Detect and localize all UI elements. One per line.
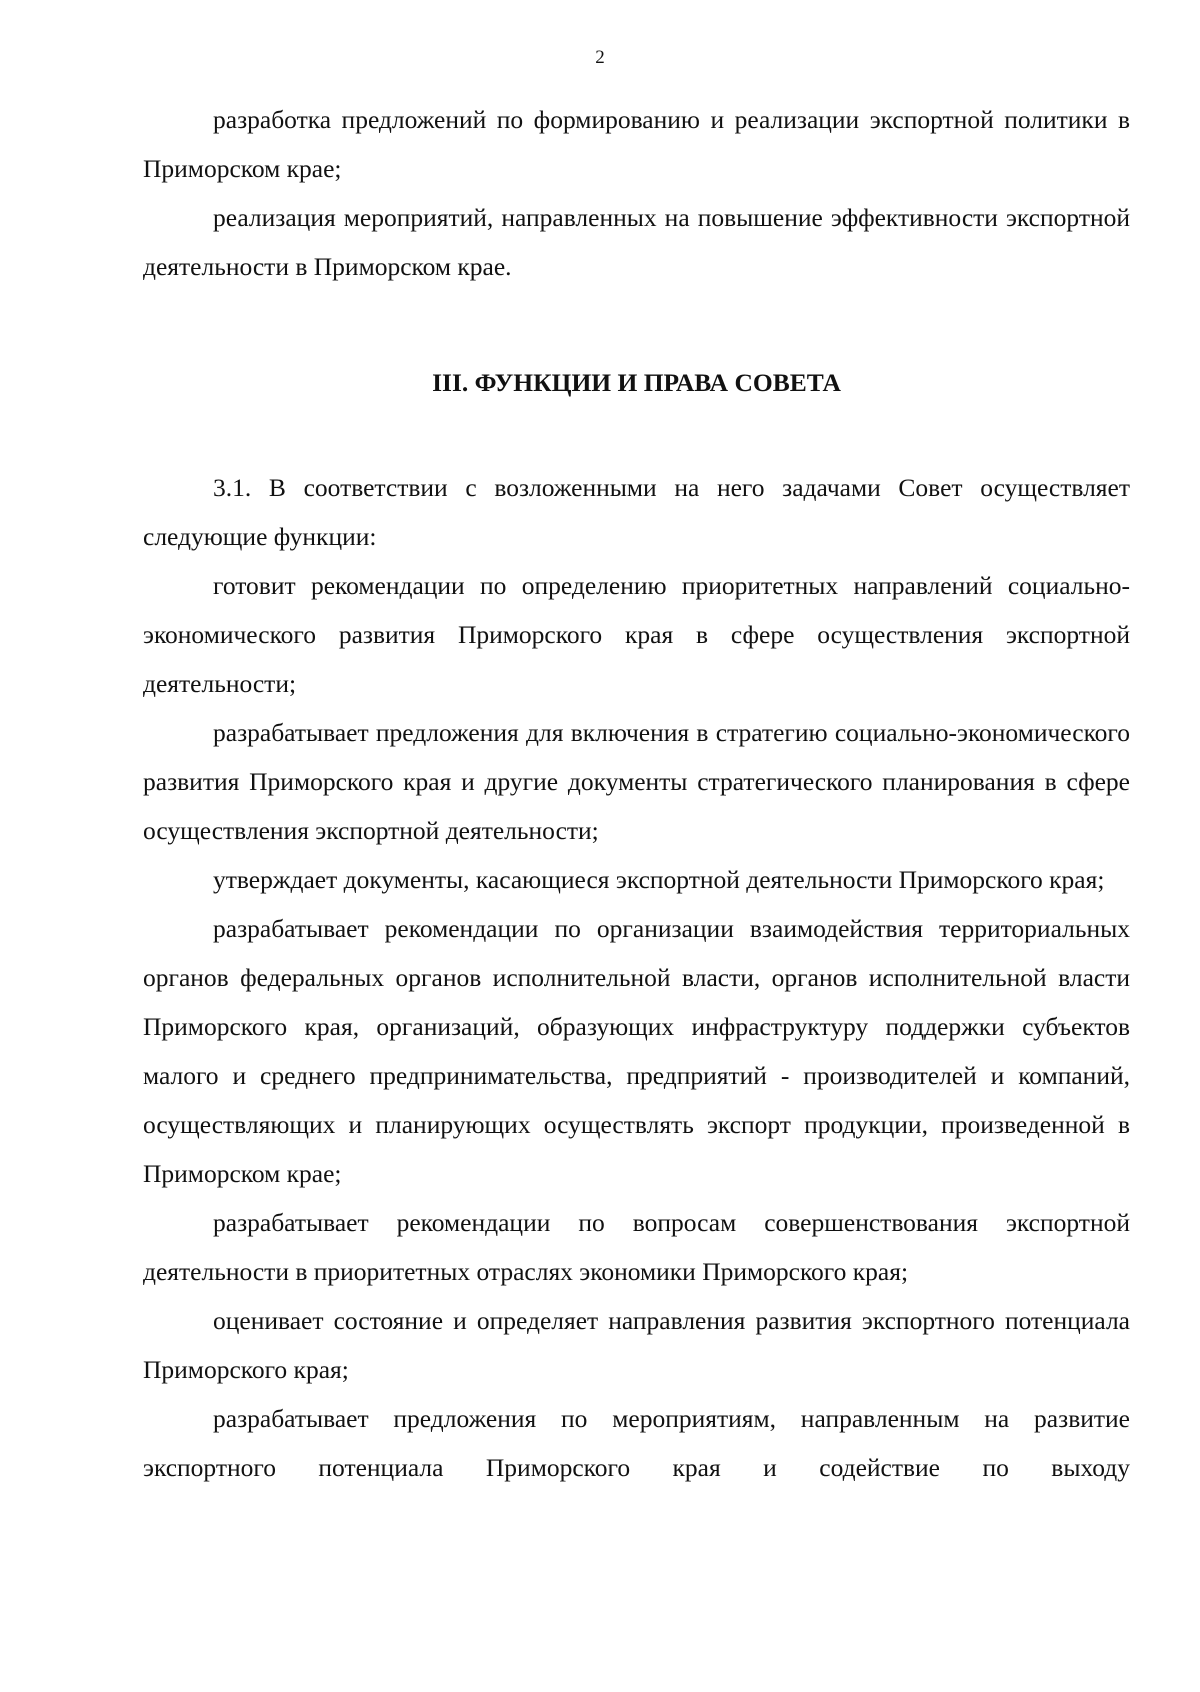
paragraph: оценивает состояние и определяет направления развития экспортного потенциала Приморского края; — [143, 1306, 1130, 1384]
section-heading: III. ФУНКЦИИ И ПРАВА СОВЕТА — [432, 368, 841, 397]
paragraph: разрабатывает предложения по мероприятиям, направленным на развитие экспортного потенциала Приморского края и содействие по выходу — [143, 1404, 1130, 1482]
paragraph: разрабатывает предложения для включения в стратегию социально-экономического развития Приморского края и другие документы стратегического планирования в сфере осуществления экспортной деятельности; — [143, 718, 1130, 845]
paragraph: разработка предложений по формированию и реализации экспортной политики в Приморском крае; — [143, 105, 1130, 183]
paragraph: разрабатывает рекомендации по организации взаимодействия территориальных органов федеральных органов исполнительной власти, органов исполнительной власти Приморского края, организаций, образующих инфраструктуру поддержки субъектов малого и среднего предпринимательства, предприятий - производителей и компаний, осуществляющих и планирующих осуществлять экспорт продукции, произведенной в Приморском крае; — [143, 914, 1130, 1188]
paragraph: реализация мероприятий, направленных на повышение эффективности экспортной деятельности в Приморском крае. — [143, 203, 1130, 281]
paragraph: 3.1. В соответствии с возложенными на него задачами Совет осуществляет следующие функции: — [143, 473, 1130, 551]
paragraph: утверждает документы, касающиеся экспортной деятельности Приморского края; — [213, 865, 1105, 894]
paragraph: разрабатывает рекомендации по вопросам совершенствования экспортной деятельности в приоритетных отраслях экономики Приморского края; — [143, 1208, 1130, 1286]
paragraph: готовит рекомендации по определению приоритетных направлений социально-экономического развития Приморского края в сфере осуществления экспортной деятельности; — [143, 571, 1130, 698]
page-number: 2 — [595, 47, 605, 68]
document-body — [143, 95, 1130, 1492]
